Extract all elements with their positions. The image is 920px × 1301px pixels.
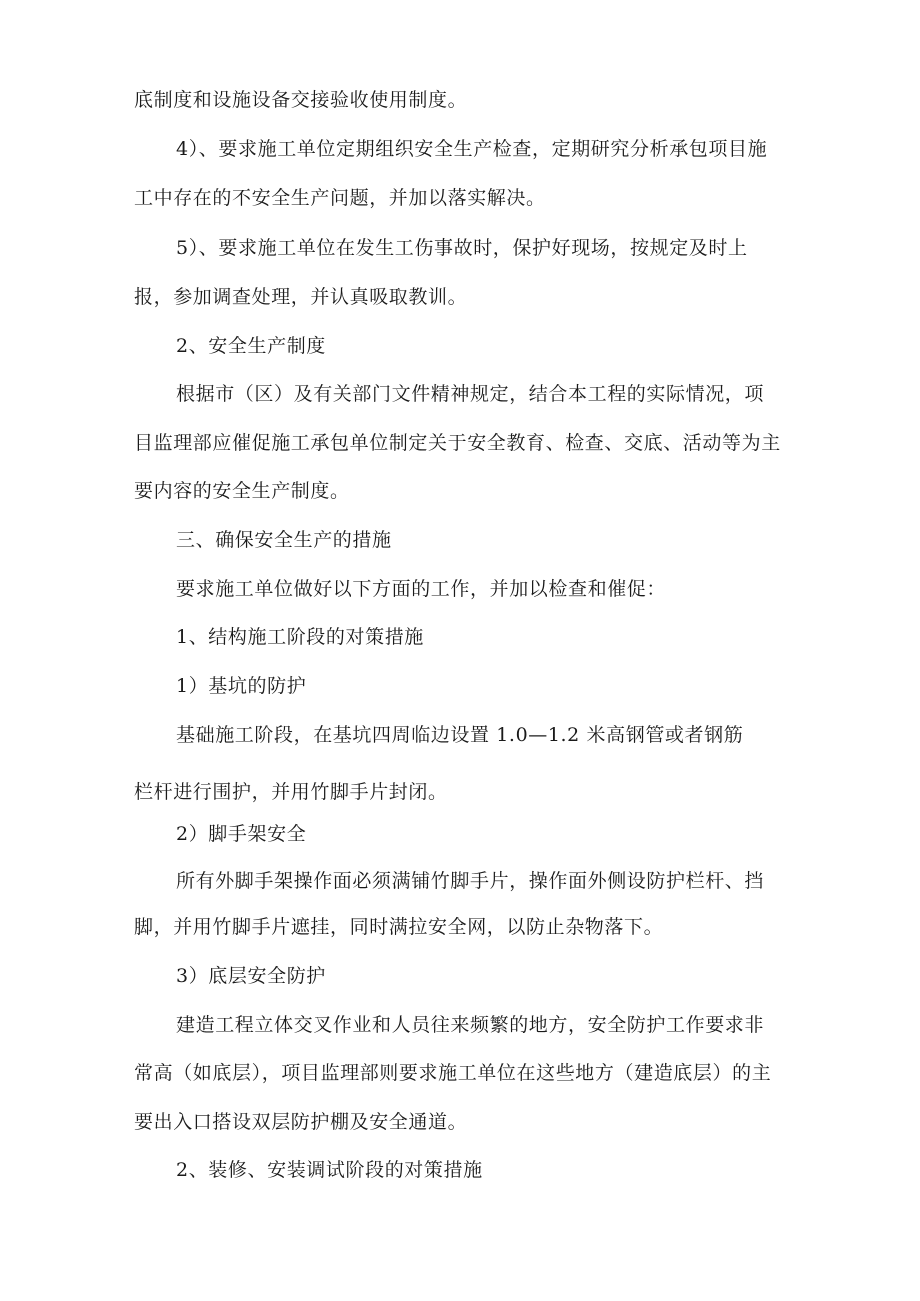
paragraph-line: 工中存在的不安全生产问题，并加以落实解决。 <box>134 187 546 209</box>
subsection-heading: 1）基坑的防护 <box>176 675 307 697</box>
paragraph-line: 目监理部应催促施工承包单位制定关于安全教育、检查、交底、活动等为主 <box>134 432 781 454</box>
paragraph-line: 根据市（区）及有关部门文件精神规定，结合本工程的实际情况，项 <box>176 383 765 405</box>
section-heading: 1、结构施工阶段的对策措施 <box>176 626 424 648</box>
paragraph-line: 常高（如底层），项目监理部则要求施工单位在这些地方（建造底层）的主 <box>134 1062 772 1084</box>
paragraph-line: 所有外脚手架操作面必须满铺竹脚手片，操作面外侧设防护栏杆、挡 <box>176 870 765 892</box>
paragraph-line: 4）、要求施工单位定期组织安全生产检查，定期研究分析承包项目施 <box>176 138 768 160</box>
paragraph-line: 要内容的安全生产制度。 <box>134 480 350 502</box>
paragraph-line: 栏杆进行围护，并用竹脚手片封闭。 <box>134 781 448 803</box>
paragraph-line: 脚，并用竹脚手片遮挂，同时满拉安全网，以防止杂物落下。 <box>134 916 664 938</box>
subsection-heading: 2）脚手架安全 <box>176 823 307 845</box>
section-heading: 2、装修、安装调试阶段的对策措施 <box>176 1159 483 1181</box>
paragraph-line: 5）、要求施工单位在发生工伤事故时，保护好现场，按规定及时上 <box>176 237 748 259</box>
subsection-heading: 3）底层安全防护 <box>176 965 326 987</box>
paragraph-line: 基础施工阶段，在基坑四周临边设置 1.0—1.2 米高钢管或者钢筋 <box>176 724 744 746</box>
section-heading: 三、确保安全生产的措施 <box>176 529 392 551</box>
paragraph-line: 报，参加调查处理，并认真吸取教训。 <box>134 286 468 308</box>
paragraph-line: 要出入口搭设双层防护棚及安全通道。 <box>134 1111 468 1133</box>
paragraph-line: 底制度和设施设备交接验收使用制度。 <box>134 89 468 111</box>
paragraph-line: 建造工程立体交叉作业和人员往来频繁的地方，安全防护工作要求非 <box>176 1014 765 1036</box>
paragraph-line: 要求施工单位做好以下方面的工作，并加以检查和催促： <box>176 578 667 600</box>
section-heading: 2、安全生产制度 <box>176 335 326 357</box>
